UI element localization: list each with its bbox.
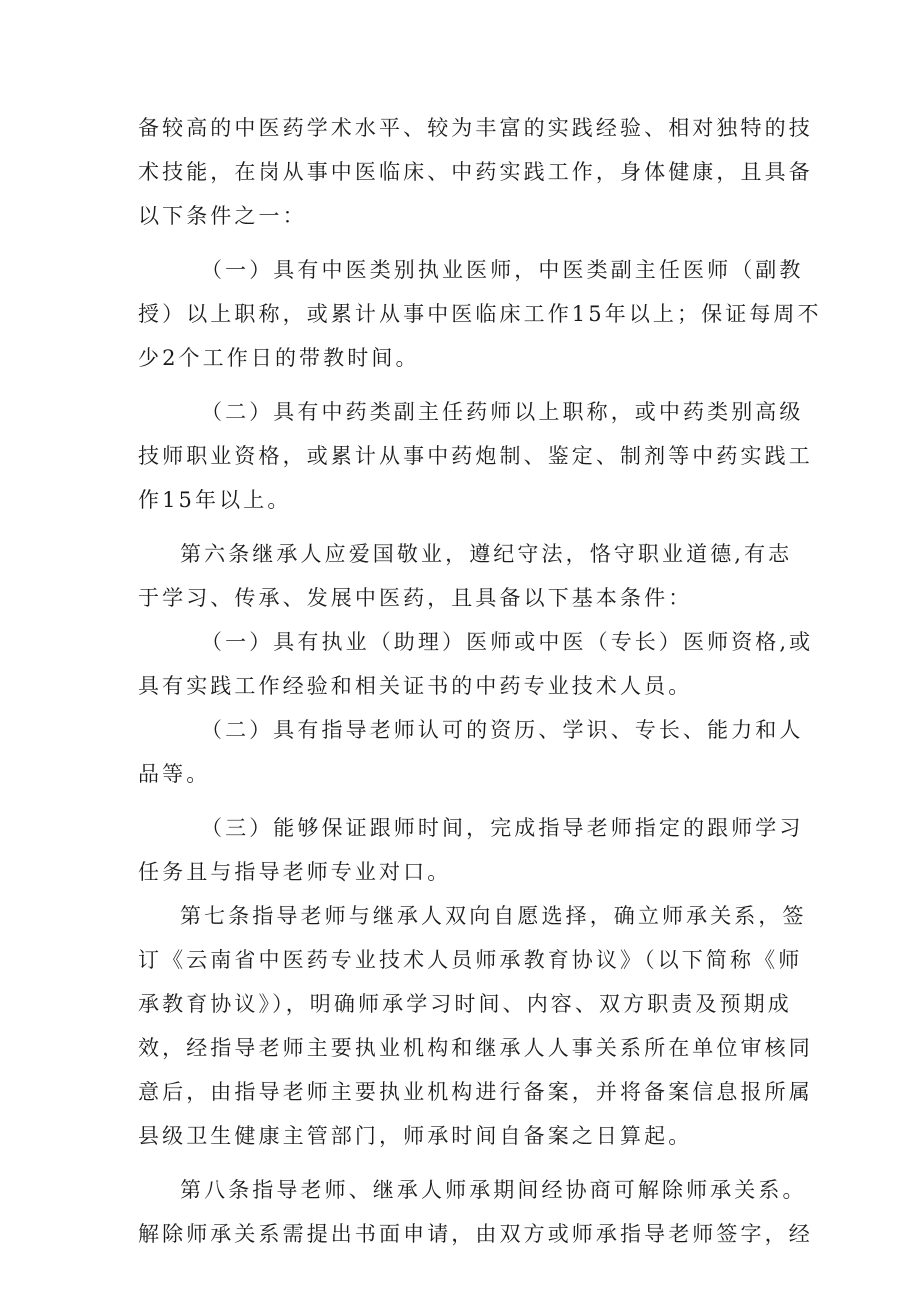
list-item-line: （二）具有指导老师认可的资历、学识、专长、能力和人 [201,718,804,742]
article-line: 第七条指导老师与继承人双向自愿选择，确立师承关系，签 [180,904,807,928]
text-line: 订《云南省中医药专业技术人员师承教育协议》（以下简称《师 [138,948,803,972]
list-item-line: （一）具有中医类别执业医师，中医类副主任医师（副教 [201,258,804,282]
list-item-line: （二）具有中药类副主任药师以上职称，或中药类别高级 [201,400,804,424]
text-line: 意后，由指导老师主要执业机构进行备案，并将备案信息报所属 [138,1080,813,1104]
article-line: 第八条指导老师、继承人师承期间经协商可解除师承关系。 [180,1178,807,1202]
text-line: 于学习、传承、发展中医药，且具备以下基本条件： [138,586,693,610]
text-line: 县级卫生健康主管部门，师承时间自备案之日算起。 [138,1124,693,1148]
text-line: 解除师承关系需提出书面申请，由双方或师承指导老师签字，经 [138,1222,813,1246]
text-line: 承教育协议》），明确师承学习时间、内容、双方职责及预期成 [138,992,792,1016]
text-line: 授）以上职称，或累计从事中医临床工作15年以上；保证每周不 [138,302,822,326]
list-item-line: （三）能够保证跟师时间，完成指导老师指定的跟师学习 [201,816,804,840]
text-line: 效，经指导老师主要执业机构和继承人人事关系所在单位审核同 [138,1036,813,1060]
text-line: 具有实践工作经验和相关证书的中药专业技术人员。 [138,674,693,698]
text-line: 以下条件之一： [138,204,307,228]
list-item-line: （一）具有执业（助理）医师或中医（专长）医师资格,或 [201,630,814,654]
text-line: 作15年以上。 [138,488,292,512]
text-line: 术技能，在岗从事中医临床、中药实践工作，身体健康，且具备 [138,160,813,184]
text-line: 技师职业资格，或累计从事中药炮制、鉴定、制剂等中药实践工 [138,444,813,468]
text-line: 品等。 [138,762,211,786]
article-line: 第六条继承人应爱国敬业，遵纪守法，恪守职业道德,有志 [180,542,793,566]
text-line: 任务且与指导老师专业对口。 [138,860,452,884]
document-body [138,106,822,1256]
text-line: 少2个工作日的带教时间。 [138,346,420,370]
text-line: 备较高的中医药学术水平、较为丰富的实践经验、相对独特的技 [138,116,813,140]
